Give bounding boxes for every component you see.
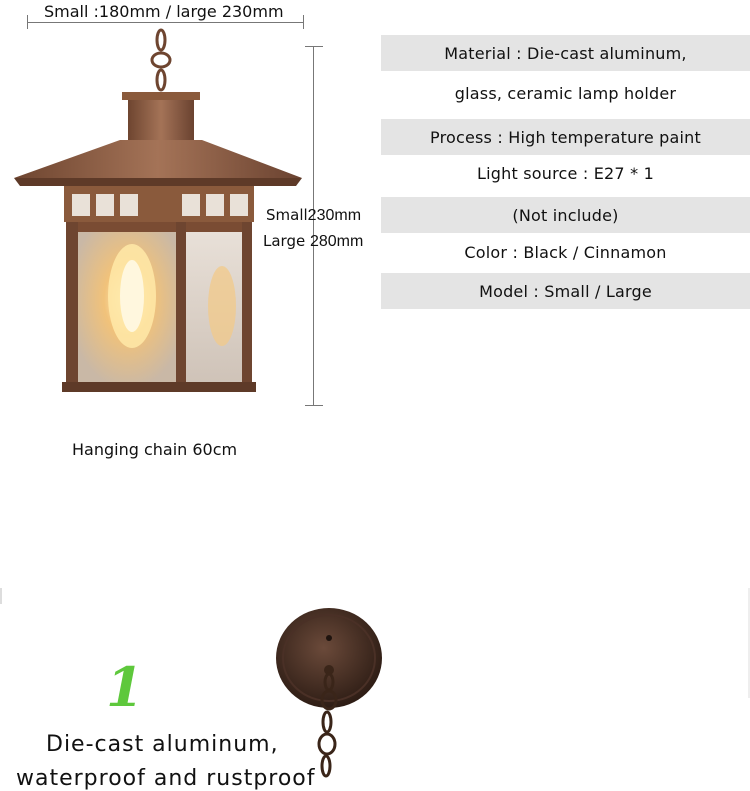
- chain-length-caption: Hanging chain 60cm: [72, 440, 238, 459]
- spec-row-light-source: Light source : E27 * 1: [477, 163, 654, 183]
- height-small-value: 230mm: [307, 207, 362, 224]
- height-dimension-tick-bottom: [305, 405, 323, 406]
- height-large-value: 280mm: [309, 233, 364, 250]
- height-small-word: Small: [266, 206, 308, 224]
- height-small-label: [266, 206, 361, 225]
- height-dimension-line: [313, 46, 314, 406]
- width-dimension-line: [28, 22, 304, 23]
- height-large-label: [263, 232, 363, 251]
- width-dimension-label: Small :180mm / large 230mm: [44, 2, 284, 21]
- spec-row-material: Material : Die-cast aluminum,: [381, 35, 750, 71]
- ceiling-canopy-illustration: [270, 604, 390, 784]
- feature-number: 1: [106, 655, 144, 719]
- spec-row-model: Model : Small / Large: [381, 273, 750, 309]
- width-dimension-tick-right: [303, 15, 304, 29]
- spec-row-process: Process : High temperature paint: [381, 119, 750, 155]
- feature-title-line1: Die-cast aluminum,: [46, 732, 279, 757]
- spec-row-color: Color : Black / Cinnamon: [464, 242, 667, 262]
- height-large-word: Large: [263, 232, 306, 250]
- feature-title-line2: waterproof and rustproof: [16, 766, 316, 791]
- lantern-illustration: [10, 28, 310, 400]
- section-divider-left: [0, 588, 2, 604]
- spec-row-not-included: (Not include): [381, 197, 750, 233]
- width-dimension-tick-left: [27, 15, 28, 29]
- spec-row-material-cont: glass, ceramic lamp holder: [454, 83, 677, 103]
- height-dimension-tick-top: [305, 46, 323, 47]
